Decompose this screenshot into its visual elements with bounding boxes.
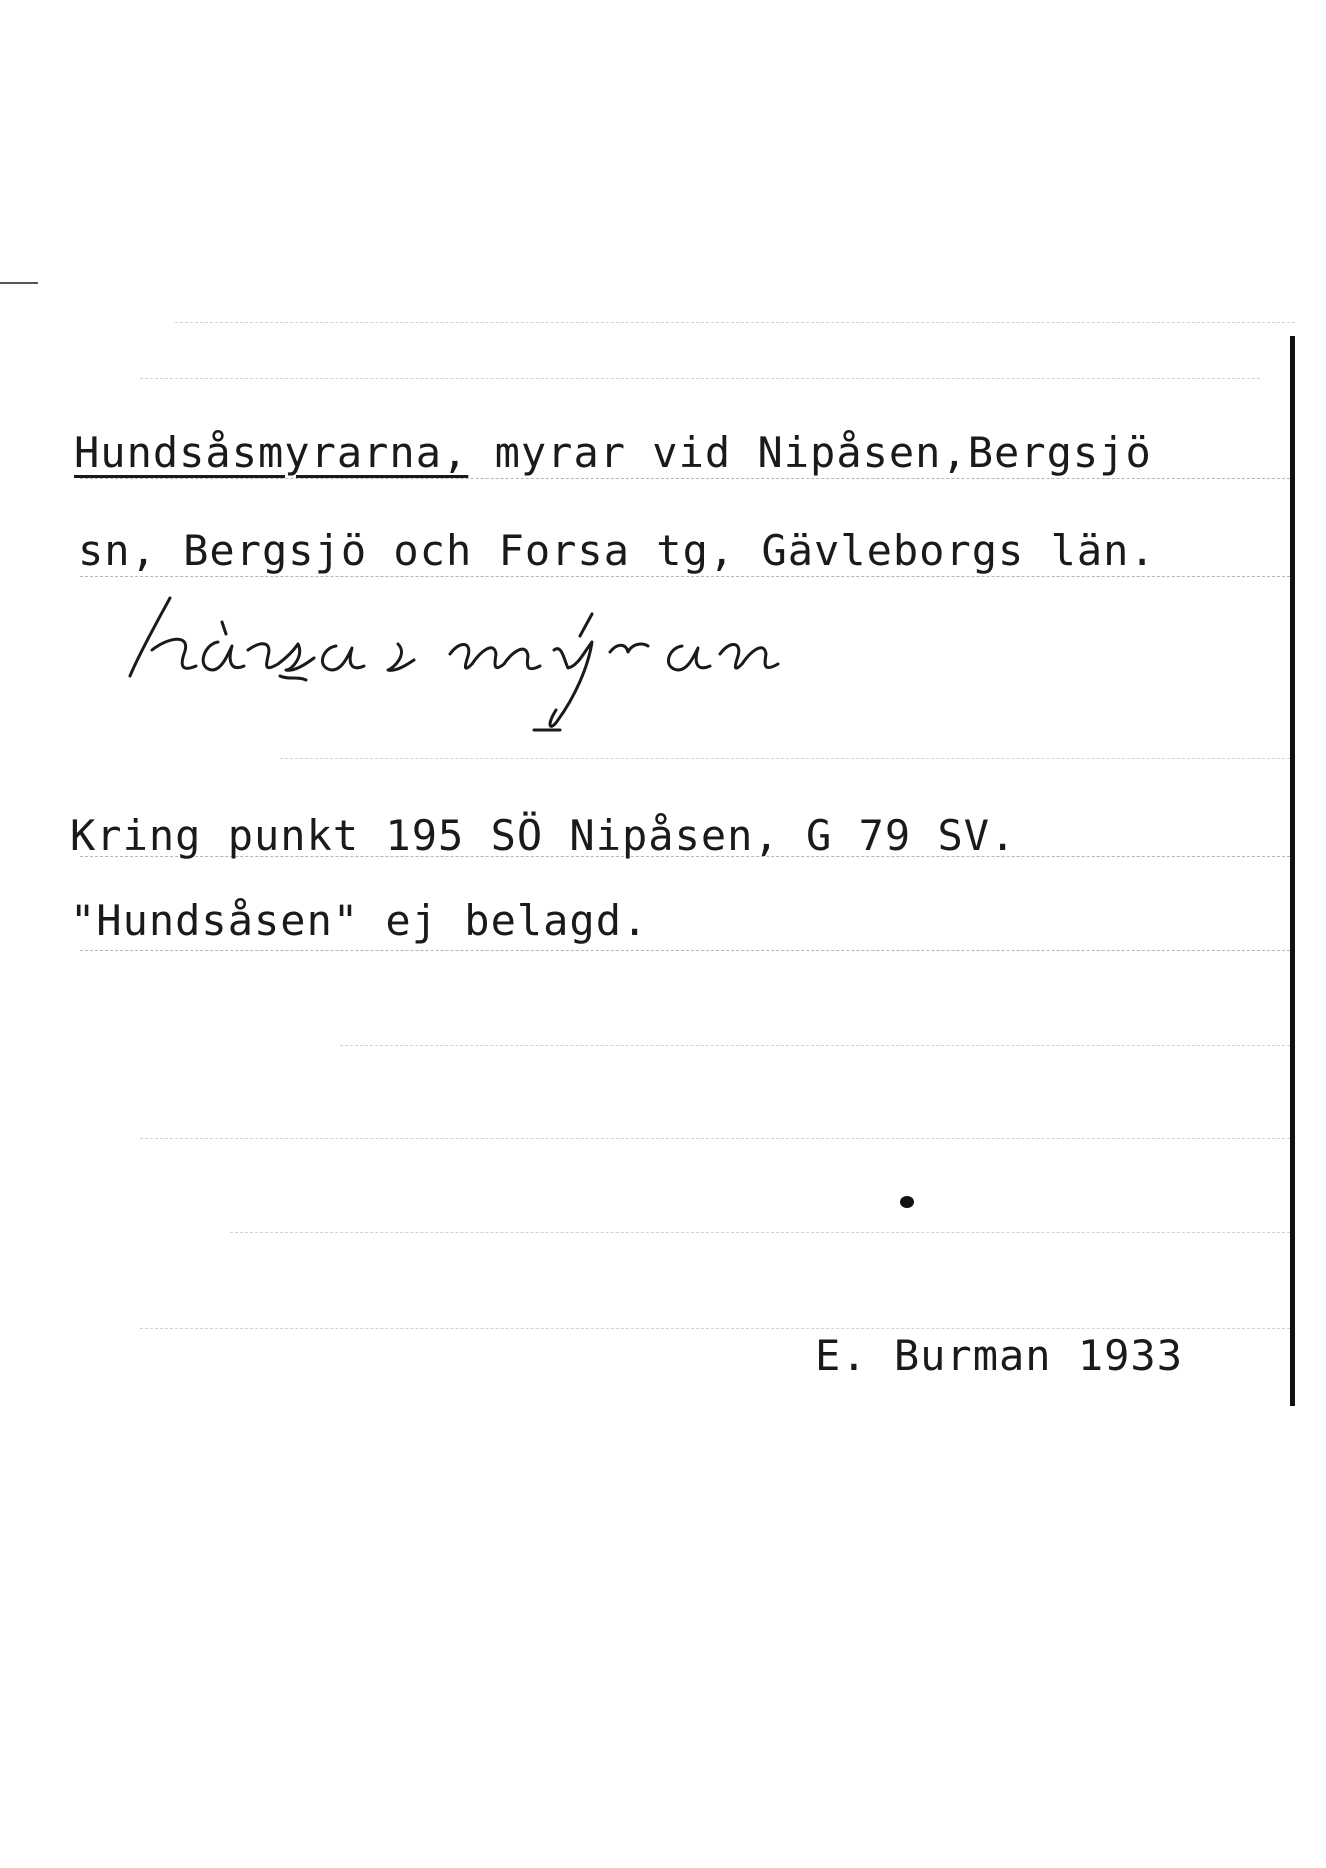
ruled-line <box>140 1328 1295 1329</box>
ruled-line <box>80 576 1295 577</box>
ruled-line <box>175 322 1295 323</box>
ink-dot <box>900 1196 914 1208</box>
ruled-line <box>80 478 1295 479</box>
ruled-line <box>80 950 1295 951</box>
ruled-line <box>340 1045 1295 1046</box>
handwritten-pronunciation <box>122 580 932 740</box>
entry-line-1 <box>74 428 1152 477</box>
location-note: Kring punkt 195 SÖ Nipåsen, G 79 SV. <box>70 811 1017 860</box>
ruled-line <box>140 1138 1295 1139</box>
ruled-line <box>230 1232 1295 1233</box>
entry-line-2: sn, Bergsjö och Forsa tg, Gävleborgs län. <box>78 526 1156 575</box>
entry-description: myrar vid Nipåsen,Bergsjö <box>494 428 1152 477</box>
entry-headword: Hundsåsmyrarna, <box>74 428 469 477</box>
author-signature: E. Burman 1933 <box>815 1331 1184 1380</box>
attestation-note: "Hundsåsen" ej belagd. <box>70 896 649 945</box>
margin-tick-mark <box>0 282 38 284</box>
ruled-line <box>140 378 1260 379</box>
card-right-border <box>1290 336 1295 1406</box>
ruled-line <box>280 758 1295 759</box>
